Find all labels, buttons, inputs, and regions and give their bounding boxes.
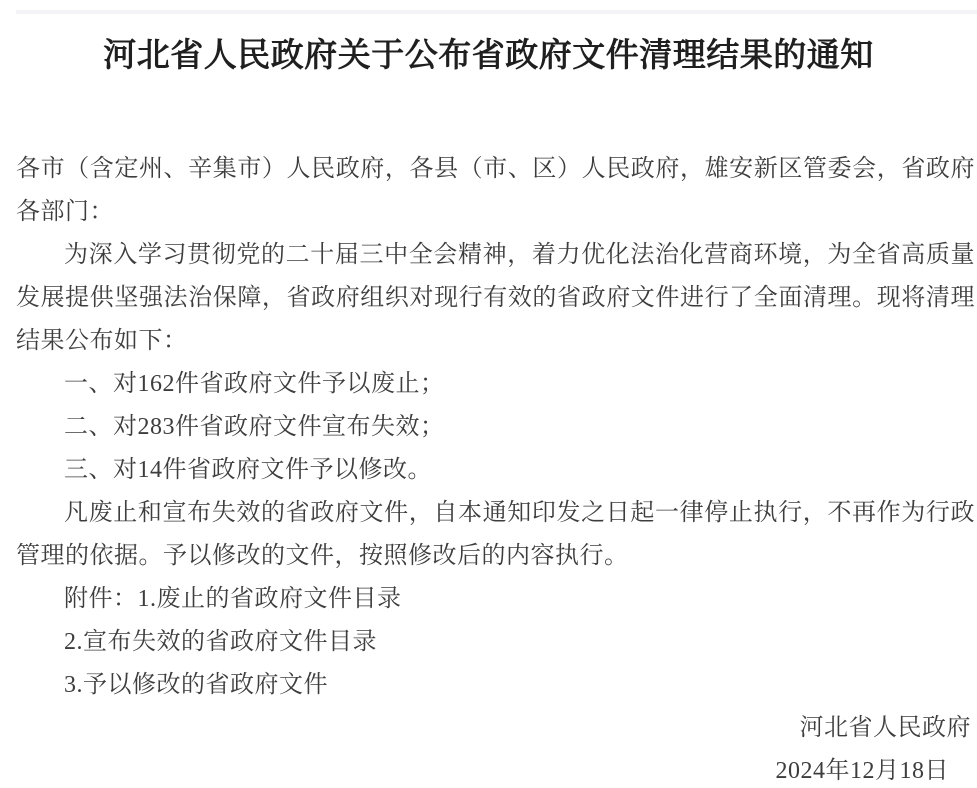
- list-item-amended: 三、对14件省政府文件予以修改。: [64, 457, 432, 483]
- salutation-line: 各市（含定州、辛集市）人民政府，各县（市、区）人民政府，雄安新区管委会，省政府各部门：: [16, 156, 975, 225]
- attachment-line-3: 3.予以修改的省政府文件: [64, 672, 328, 698]
- attachment-line-2: 2.宣布失效的省政府文件目录: [64, 629, 377, 655]
- document-body: [16, 148, 975, 788]
- issue-date: 2024年12月18日: [775, 758, 949, 784]
- document-title: 河北省人民政府关于公布省政府文件清理结果的通知: [103, 36, 874, 73]
- intro-paragraph: 为深入学习贯彻党的二十届三中全会精神，着力优化法治化营商环境，为全省高质量发展提供坚强法治保障，省政府组织对现行有效的省政府文件进行了全面清理。现将清理结果公布如下：: [16, 242, 975, 354]
- issuer-signature: 河北省人民政府: [799, 715, 971, 741]
- list-item-invalid: 二、对283件省政府文件宣布失效；: [64, 414, 445, 440]
- top-divider: [16, 10, 977, 14]
- list-item-repealed: 一、对162件省政府文件予以废止；: [64, 371, 445, 397]
- execution-paragraph: 凡废止和宣布失效的省政府文件，自本通知印发之日起一律停止执行，不再作为行政管理的依据。予以修改的文件，按照修改后的内容执行。: [16, 500, 975, 569]
- attachment-line-1: 附件：1.废止的省政府文件目录: [64, 586, 402, 612]
